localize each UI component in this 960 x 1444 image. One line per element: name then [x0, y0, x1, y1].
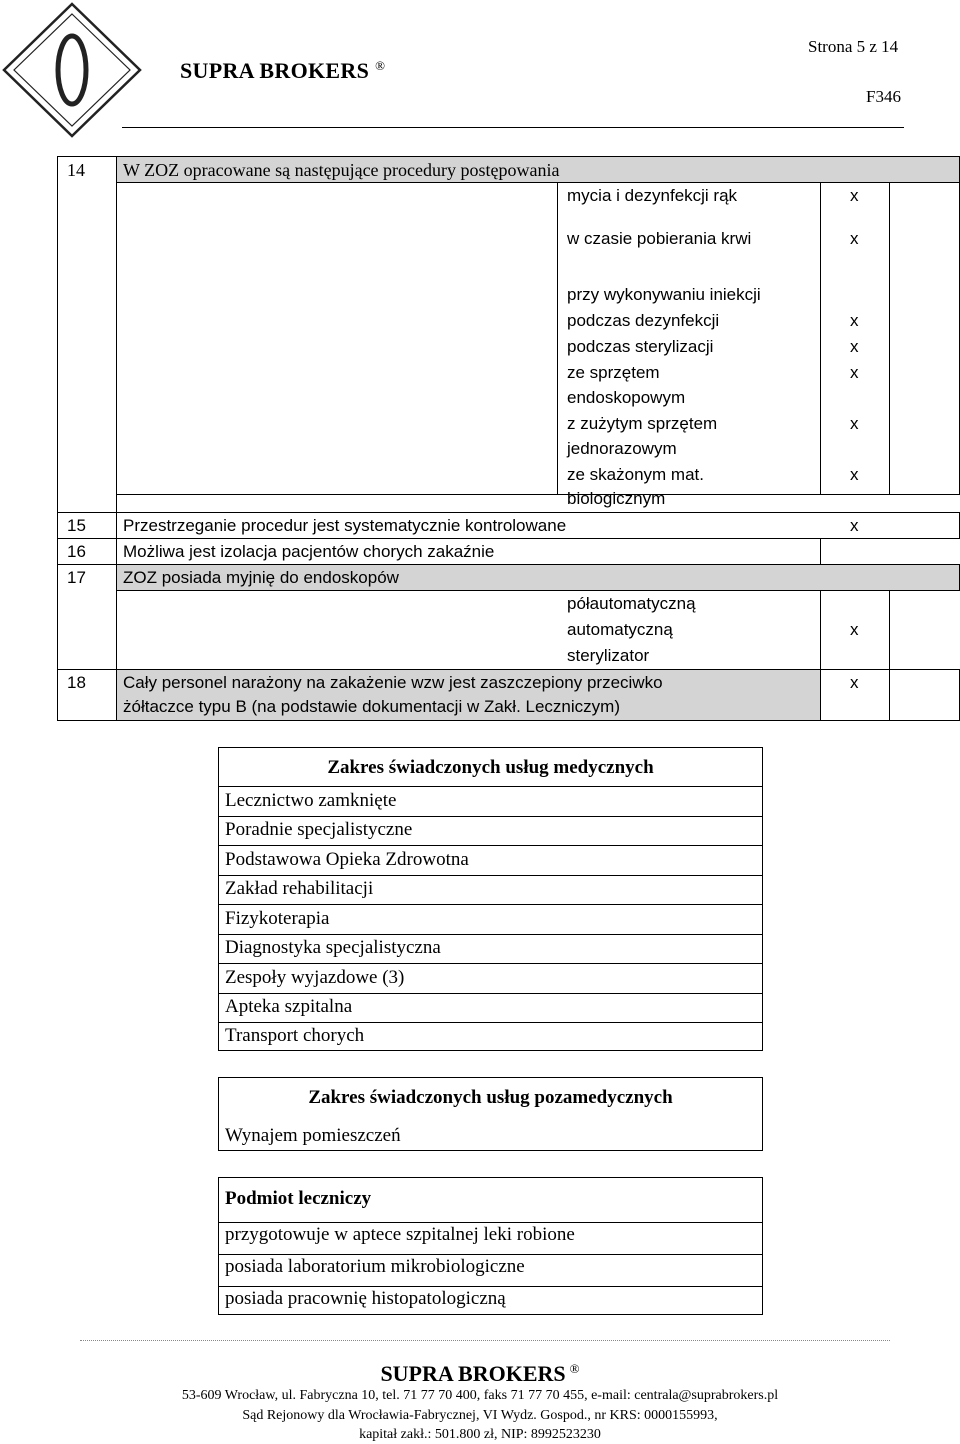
option-label: sterylizator: [567, 646, 650, 665]
question-row: [116, 538, 821, 565]
medical-services-title: Zakres świadczonych usług medycznych: [327, 757, 654, 778]
footer-capital: kapitał zakł.: 501.800 zł, NIP: 8992523230: [359, 1427, 601, 1442]
answer-column-empty: [889, 182, 960, 495]
company-logo: [0, 0, 145, 140]
option-label: ze skażonym mat.: [567, 465, 704, 484]
row-number-cell: [57, 486, 117, 513]
answer-mark: x: [850, 673, 859, 692]
entity-item: przygotowuje w aptece szpitalnej leki robione: [225, 1224, 575, 1245]
option-label: podczas sterylizacji: [567, 337, 714, 356]
row-number-cell: [57, 512, 117, 539]
question-text: Możliwa jest izolacja pacjentów chorych zakaźnie: [123, 542, 495, 561]
option-label: przy wykonywaniu iniekcji: [567, 285, 761, 304]
answer-mark: x: [850, 516, 859, 535]
answer-mark: x: [850, 414, 859, 433]
service-item: Poradnie specjalistyczne: [225, 819, 413, 840]
blank-cell: [116, 590, 821, 670]
questionnaire-table: [57, 156, 960, 721]
option-label: z zużytym sprzętem: [567, 414, 718, 433]
row-number-cell: [57, 669, 117, 721]
answer-mark: x: [850, 465, 859, 484]
entity-item: posiada pracownię histopatologiczną: [225, 1288, 506, 1309]
question-header: [116, 564, 960, 591]
non-medical-services-title: Zakres świadczonych usług pozamedycznych: [308, 1087, 673, 1108]
row-number: 15: [67, 516, 86, 535]
header-brand: SUPRA BROKERS ®: [180, 58, 386, 83]
entity-box: [218, 1177, 763, 1315]
option-label: mycia i dezynfekcji rąk: [567, 186, 738, 205]
option-label: półautomatyczną: [567, 594, 696, 613]
option-label: ze sprzętem: [567, 363, 660, 382]
answer-column: [820, 669, 890, 721]
option-label: automatyczną: [567, 620, 673, 639]
answer-mark: x: [850, 229, 859, 248]
answer-mark: x: [850, 186, 859, 205]
option-label: podczas dezynfekcji: [567, 311, 720, 330]
service-item: Zakład rehabilitacji: [225, 878, 374, 899]
service-item: Transport chorych: [225, 1025, 365, 1046]
service-item: Zespoły wyjazdowe (3): [225, 967, 405, 988]
service-item: Diagnostyka specjalistyczna: [225, 937, 441, 958]
answer-mark: x: [850, 620, 859, 639]
non-medical-services-box: [218, 1077, 763, 1151]
question-row: [116, 669, 821, 721]
entity-item: posiada laboratorium mikrobiologiczne: [225, 1256, 525, 1277]
medical-services-box: [218, 747, 763, 1051]
blank-cell: [116, 182, 558, 495]
service-item: Apteka szpitalna: [225, 996, 353, 1017]
question-text: ZOZ posiada myjnię do endoskopów: [123, 568, 399, 587]
answer-mark: x: [850, 311, 859, 330]
form-code: F346: [866, 87, 901, 106]
answer-column-empty: [889, 669, 960, 721]
entity-title: Podmiot leczniczy: [225, 1188, 372, 1209]
row-number: 16: [67, 542, 86, 561]
question-text: Przestrzeganie procedur jest systematycznie kontrolowane: [123, 516, 567, 535]
question-row: [116, 512, 960, 539]
question-text: W ZOZ opracowane są następujące procedury postępowania: [123, 160, 560, 180]
service-item: Lecznictwo zamknięte: [225, 790, 397, 811]
option-label-cont: biologicznym: [567, 489, 666, 508]
option-label-cont: endoskopowym: [567, 388, 686, 407]
service-item: Fizykoterapia: [225, 908, 330, 929]
row-number-cell: [57, 564, 117, 670]
row-number-cell: [57, 156, 117, 495]
page-number: Strona 5 z 14: [808, 37, 899, 56]
question-header: [116, 156, 960, 183]
option-label-cont: jednorazowym: [567, 439, 677, 458]
question-text-cont: żółtaczce typu B (na podstawie dokumentacji w Zakł. Leczniczym): [123, 697, 620, 716]
service-item: Podstawowa Opieka Zdrowotna: [225, 849, 469, 870]
service-item: Wynajem pomieszczeń: [225, 1125, 401, 1146]
row-number-cell: [57, 538, 117, 565]
answer-mark: x: [850, 363, 859, 382]
footer-brand: SUPRA BROKERS ®: [380, 1361, 580, 1386]
header-divider: [122, 127, 904, 128]
footer-address: 53-609 Wrocław, ul. Fabryczna 10, tel. 71 77 70 400, faks 71 77 70 455, e-mail: centrala@suprabrokers.pl: [181, 1388, 779, 1403]
row-number: 17: [67, 568, 86, 587]
row-number: 14: [67, 160, 85, 180]
footer-divider: [80, 1340, 890, 1341]
question-text: Cały personel narażony na zakażenie wzw jest zaszczepiony przeciwko: [123, 673, 663, 692]
option-label: w czasie pobierania krwi: [567, 229, 752, 248]
answer-mark: x: [850, 337, 859, 356]
footer-registry: Sąd Rejonowy dla Wrocławia-Fabrycznej, VI Wydz. Gospod., nr KRS: 0000155993,: [242, 1408, 718, 1423]
row-number: 18: [67, 673, 86, 692]
